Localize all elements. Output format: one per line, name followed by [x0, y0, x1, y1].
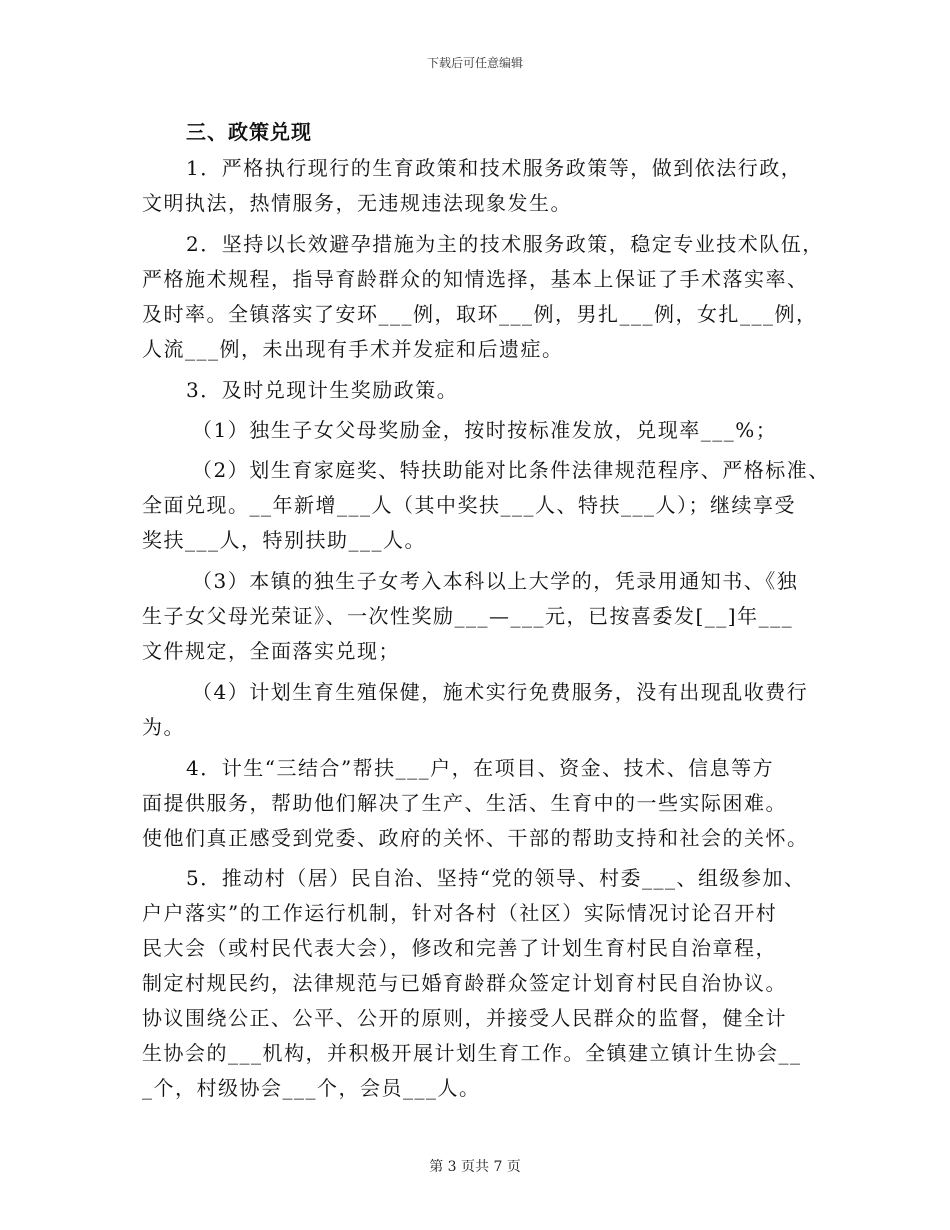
- body-text-line: 5．推动村（居）民自治、坚持“党的领导、村委___、组级参加、: [186, 866, 806, 890]
- body-text-line: 严格施术规程，指导育龄群众的知情选择，基本上保证了手术落实率、: [142, 267, 809, 291]
- body-text-line: 人流___例，未出现有手术并发症和后遗症。: [142, 337, 564, 361]
- body-text-line: 民大会（或村民代表大会），修改和完善了计划生育村民自治章程，: [142, 936, 777, 960]
- page-header: 下载后可任意编辑: [426, 56, 523, 70]
- body-text-line: 文明执法，热情服务，无违规违法现象发生。: [142, 191, 572, 215]
- body-text-line: （1）独生子女父母奖励金，按时按标准发放，兑现率___%；: [192, 418, 778, 442]
- body-text-line: （3）本镇的独生子女考入本科以上大学的，凭录用通知书、《独: [192, 569, 799, 593]
- body-text-line: 面提供服务，帮助他们解决了生产、生活、生育中的一些实际困难。: [142, 791, 787, 815]
- body-text-line: 生子女父母光荣证》、一次性奖励___—___元，已按喜委发[__]年___: [142, 604, 794, 628]
- page-footer: 第 3 页共 7 页: [429, 1159, 521, 1175]
- body-text-line: 使他们真正感受到党委、政府的关怀、干部的帮助支持和社会的关怀。: [142, 826, 809, 850]
- body-text-line: 生协会的___机构，并积极开展计划生育工作。全镇建立镇计生协会__: [142, 1041, 802, 1065]
- body-text-line: 户户落实”的工作运行机制，针对各村（社区）实际情况讨论召开村: [142, 901, 778, 925]
- body-text-line: 全面兑现。__年新增___人（其中奖扶___人、特扶___人）；继续享受: [142, 493, 796, 517]
- body-text-line: 制定村规民约，法律规范与已婚育龄群众签定计划育村民自治协议。: [142, 971, 787, 995]
- body-text-line: （4）计划生育生殖保健，施术实行免费服务，没有出现乱收费行: [192, 680, 809, 704]
- body-text-line: （2）划生育家庭奖、特扶助能对比条件法律规范程序、严格标准、: [192, 458, 830, 482]
- body-text-line: 4．计生“三结合”帮扶___户，在项目、资金、技术、信息等方: [186, 756, 775, 780]
- section-title: 三、政策兑现: [186, 120, 312, 144]
- body-text-line: _个，村级协会___个，会员___人。: [142, 1076, 481, 1100]
- body-text-line: 协议围绕公正、公平、公开的原则，并接受人民群众的监督，健全计: [142, 1006, 787, 1030]
- body-text-line: 1．严格执行现行的生育政策和技术服务政策等，做到依法行政，: [186, 156, 803, 180]
- body-text-line: 奖扶___人，特别扶助___人。: [142, 528, 426, 552]
- body-text-line: 为。: [142, 715, 185, 739]
- body-text-line: 2．坚持以长效避孕措施为主的技术服务政策，稳定专业技术队伍，: [186, 232, 824, 256]
- body-text-line: 文件规定，全面落实兑现；: [142, 639, 400, 663]
- body-text-line: 及时率。全镇落实了安环___例，取环___例，男扎___例，女扎___例，: [142, 302, 818, 326]
- body-text-line: 3．及时兑现计生奖励政策。: [186, 378, 459, 402]
